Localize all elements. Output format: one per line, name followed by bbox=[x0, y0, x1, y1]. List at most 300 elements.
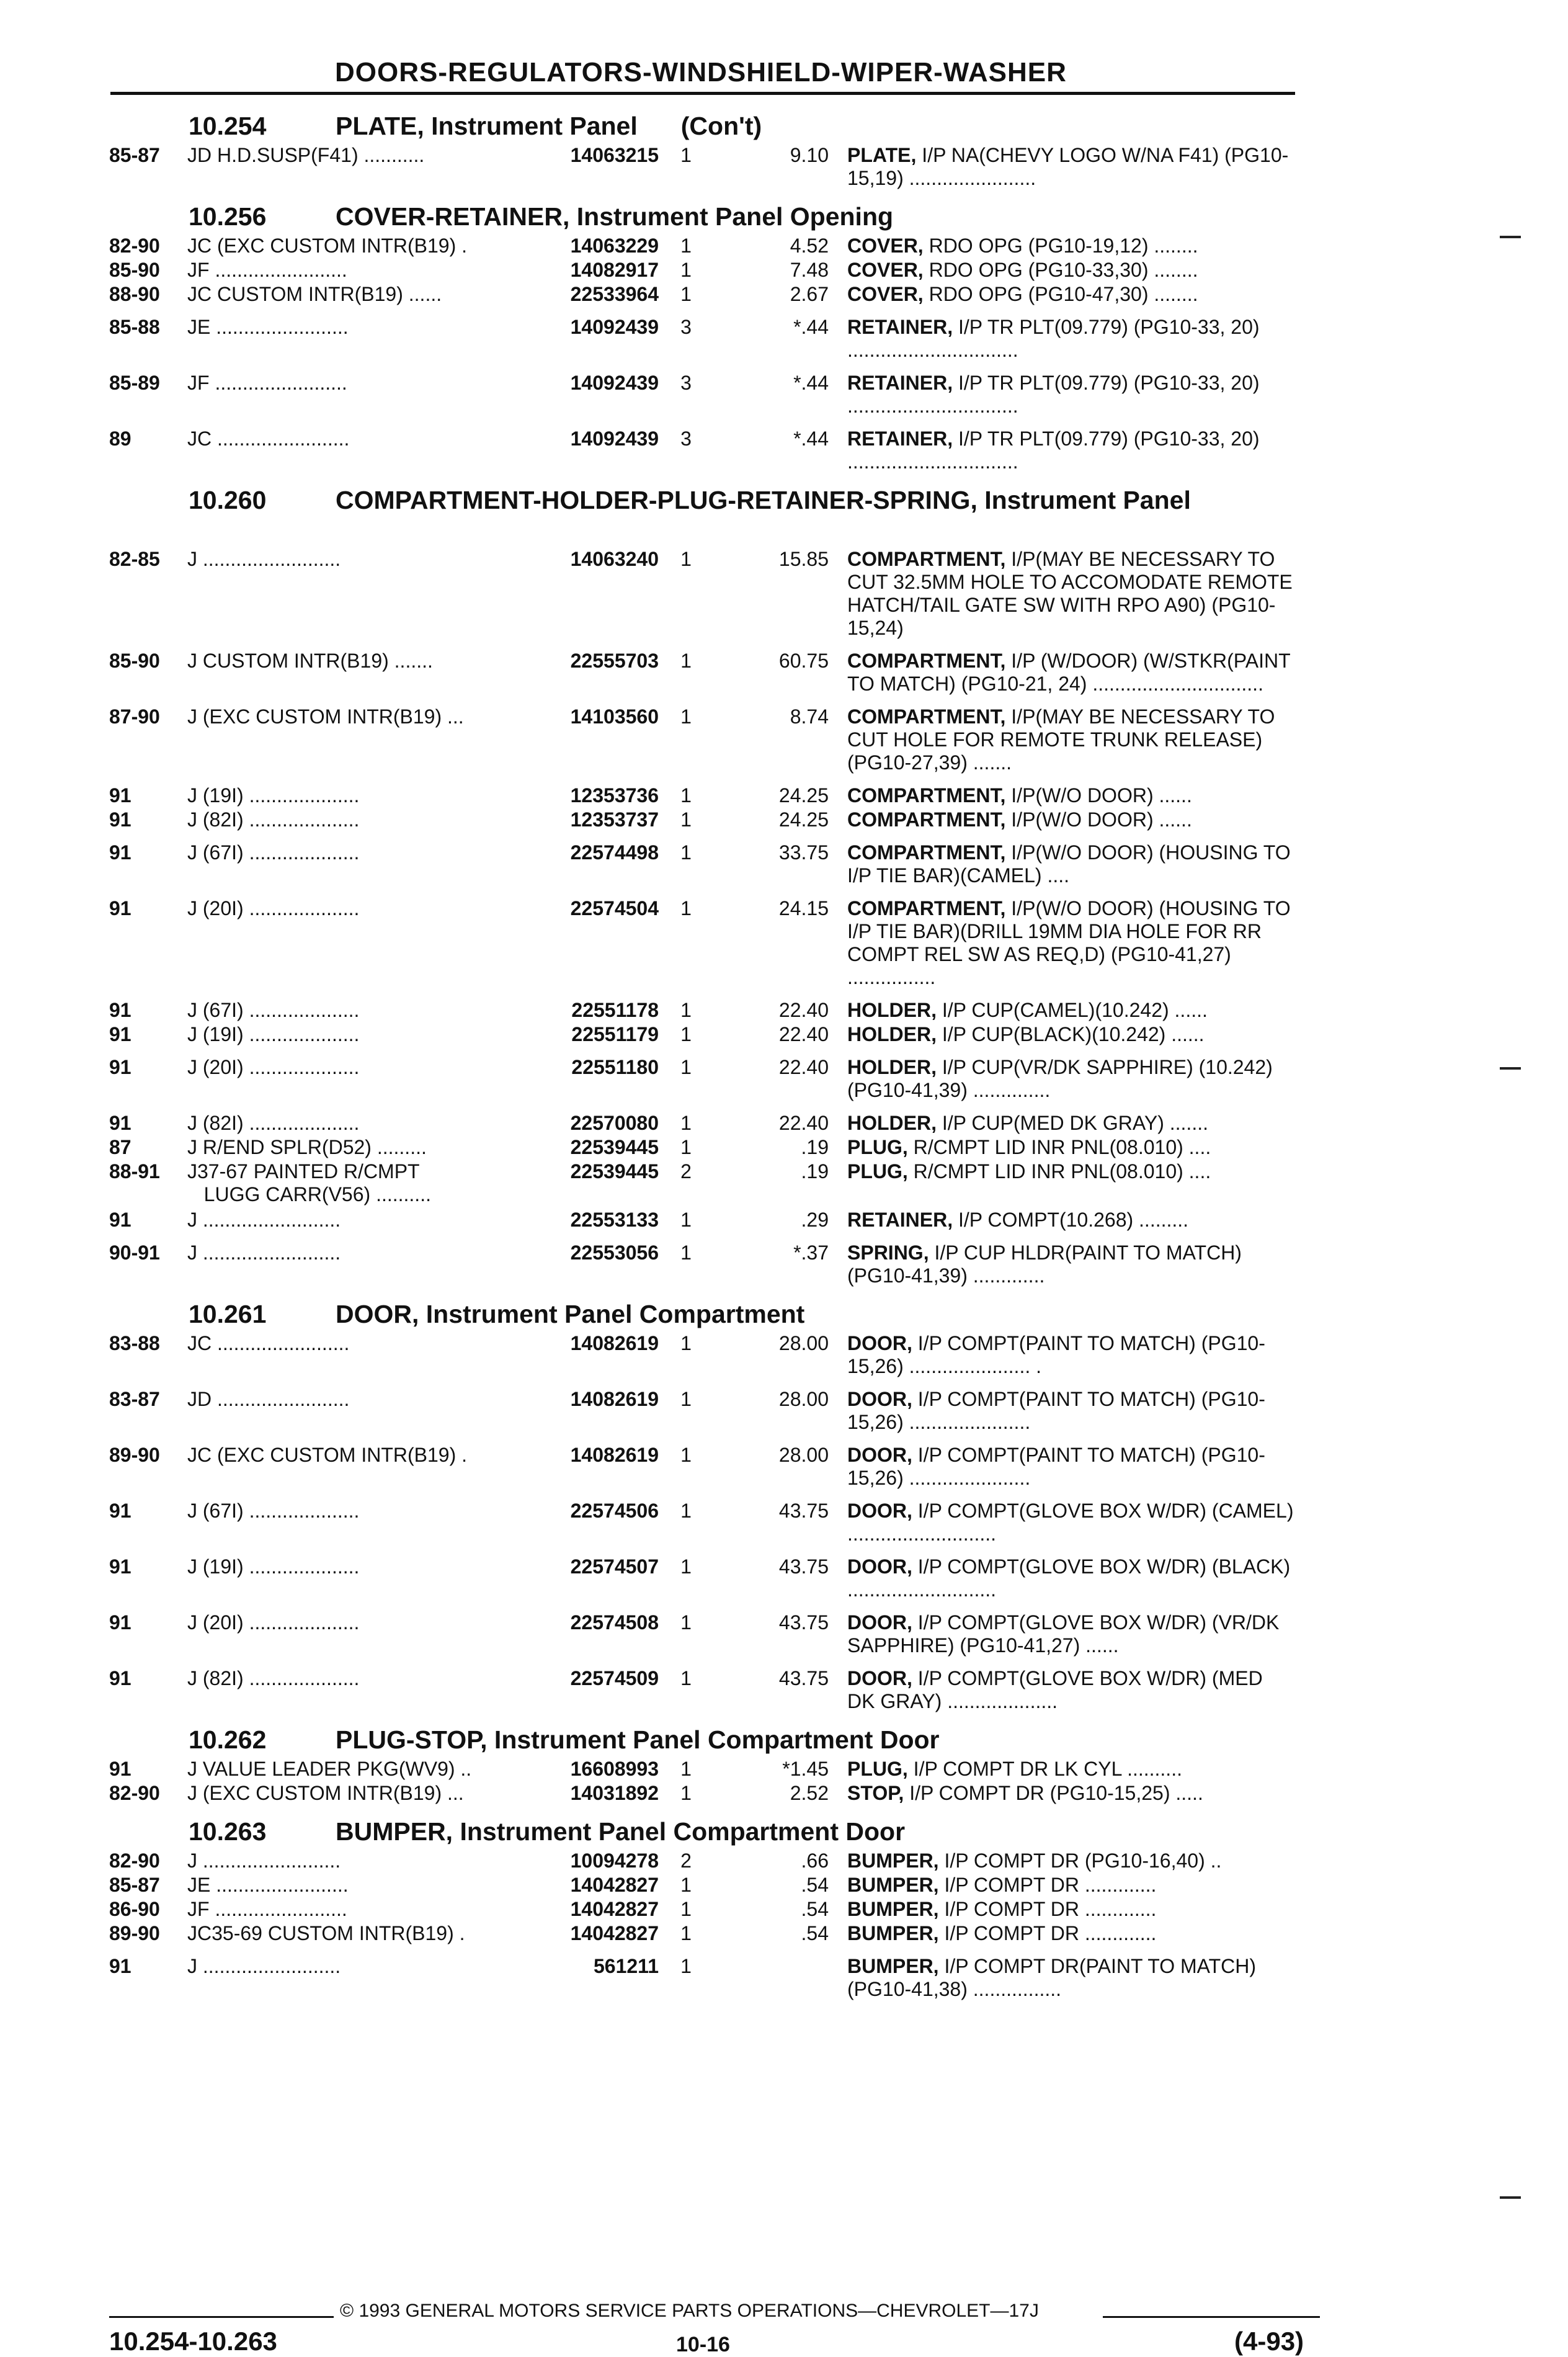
model-years: 82-90 bbox=[109, 1782, 160, 1804]
part-number: 14082619 bbox=[570, 1444, 659, 1466]
part-name bbox=[847, 1241, 1294, 1287]
model-years: 91 bbox=[109, 1056, 131, 1078]
part-name-detail: I/P COMPT(GLOVE BOX W/DR) (BLACK) ........................... bbox=[847, 1555, 1291, 1601]
part-name-keyword: COMPARTMENT, bbox=[847, 705, 1006, 728]
part-entry bbox=[109, 1056, 1306, 1102]
price: 4.52 bbox=[790, 235, 829, 257]
part-name-keyword: DOOR, bbox=[847, 1667, 912, 1689]
model-years: 91 bbox=[109, 1955, 131, 1977]
quantity: 3 bbox=[680, 427, 692, 450]
quantity: 1 bbox=[680, 1955, 692, 1977]
quantity: 1 bbox=[680, 1898, 692, 1920]
part-name-keyword: SPRING, bbox=[847, 1241, 929, 1264]
part-number: 12353736 bbox=[570, 784, 659, 807]
part-name bbox=[847, 784, 1294, 807]
part-number: 22539445 bbox=[570, 1136, 659, 1158]
part-entry bbox=[109, 999, 1306, 1022]
footer-page-number: 10-16 bbox=[676, 2333, 730, 2356]
price: 43.75 bbox=[778, 1500, 829, 1522]
part-name-keyword: BUMPER, bbox=[847, 1922, 939, 1944]
quantity: 1 bbox=[680, 1209, 692, 1231]
quantity: 1 bbox=[680, 1388, 692, 1410]
price: 43.75 bbox=[778, 1611, 829, 1634]
model-years: 83-87 bbox=[109, 1388, 160, 1410]
quantity: 1 bbox=[680, 548, 692, 570]
footer-section-range: 10.254-10.263 bbox=[109, 2327, 277, 2356]
part-name-keyword: BUMPER, bbox=[847, 1898, 939, 1920]
part-name-keyword: DOOR, bbox=[847, 1444, 912, 1466]
section-title bbox=[336, 202, 1303, 231]
part-name bbox=[847, 1112, 1294, 1135]
part-number: 14082619 bbox=[570, 1388, 659, 1410]
page-title: DOORS-REGULATORS-WINDSHIELD-WIPER-WASHER bbox=[335, 57, 1067, 87]
part-entry bbox=[109, 1898, 1306, 1921]
application-description: JE ........................ bbox=[187, 1874, 349, 1896]
part-name bbox=[847, 1136, 1294, 1159]
quantity: 1 bbox=[680, 259, 692, 281]
part-name-keyword: COMPARTMENT, bbox=[847, 841, 1006, 864]
section-number: 10.262 bbox=[189, 1725, 267, 1754]
model-years: 85-89 bbox=[109, 372, 160, 394]
parts-list bbox=[109, 109, 1306, 2011]
price: *.44 bbox=[793, 316, 829, 338]
model-years: 85-87 bbox=[109, 144, 160, 166]
part-entry bbox=[109, 316, 1306, 362]
part-name bbox=[847, 1874, 1294, 1897]
section-number: 10.254 bbox=[189, 112, 267, 140]
model-years: 91 bbox=[109, 1023, 131, 1045]
part-number: 14082619 bbox=[570, 1332, 659, 1354]
application-description: J (19I) .................... bbox=[187, 1555, 360, 1578]
part-name-detail: RDO OPG (PG10-33,30) ........ bbox=[923, 259, 1198, 281]
part-number: 14031892 bbox=[570, 1782, 659, 1804]
part-name-keyword: BUMPER, bbox=[847, 1874, 939, 1896]
part-entry bbox=[109, 1023, 1306, 1046]
section-spacer bbox=[109, 1714, 1306, 1723]
part-entry bbox=[109, 1922, 1306, 1945]
part-name bbox=[847, 1955, 1294, 2001]
application-description: JD ........................ bbox=[187, 1388, 350, 1410]
part-name-detail: I/P COMPT DR (PG10-15,25) ..... bbox=[904, 1782, 1203, 1804]
price: 43.75 bbox=[778, 1555, 829, 1578]
model-years: 91 bbox=[109, 1112, 131, 1134]
application-description: J R/END SPLR(D52) ......... bbox=[187, 1136, 427, 1158]
part-entry bbox=[109, 1444, 1306, 1490]
part-number: 22533964 bbox=[570, 283, 659, 305]
part-name-detail: I/P COMPT(GLOVE BOX W/DR) (MED DK GRAY) .................... bbox=[847, 1667, 1263, 1712]
part-name-keyword: PLUG, bbox=[847, 1136, 908, 1158]
title-rule bbox=[110, 92, 1295, 95]
quantity: 1 bbox=[680, 841, 692, 864]
section-number: 10.256 bbox=[189, 202, 267, 231]
margin-mark bbox=[1500, 236, 1521, 238]
quantity: 1 bbox=[680, 1056, 692, 1078]
part-name-keyword: BUMPER, bbox=[847, 1849, 939, 1872]
part-name-keyword: DOOR, bbox=[847, 1388, 912, 1410]
model-years: 91 bbox=[109, 841, 131, 864]
application-description: JC CUSTOM INTR(B19) ...... bbox=[187, 283, 442, 305]
section-title bbox=[336, 1725, 1303, 1754]
part-entry bbox=[109, 1555, 1306, 1601]
part-name bbox=[847, 316, 1294, 362]
part-entry bbox=[109, 1611, 1306, 1657]
application-description: J (20I) .................... bbox=[187, 1611, 360, 1634]
price: .54 bbox=[801, 1898, 829, 1920]
part-name-detail: I/P COMPT(PAINT TO MATCH) (PG10-15,26) ...................... . bbox=[847, 1332, 1265, 1377]
model-years: 91 bbox=[109, 1611, 131, 1634]
part-name-detail: I/P COMPT(GLOVE BOX W/DR) (CAMEL) ........................... bbox=[847, 1500, 1294, 1545]
quantity: 1 bbox=[680, 1112, 692, 1134]
part-name-keyword: DOOR, bbox=[847, 1500, 912, 1522]
part-name-detail: I/P TR PLT(09.779) (PG10-33, 20) ............................... bbox=[847, 316, 1260, 361]
application-description: J (20I) .................... bbox=[187, 1056, 360, 1078]
part-name-detail: I/P COMPT DR (PG10-16,40) .. bbox=[938, 1849, 1222, 1872]
application-description: JD H.D.SUSP(F41) ........... bbox=[187, 144, 425, 166]
model-years: 87-90 bbox=[109, 705, 160, 728]
section-spacer bbox=[109, 475, 1306, 483]
part-name bbox=[847, 1160, 1294, 1183]
model-years: 89-90 bbox=[109, 1444, 160, 1466]
price: *.44 bbox=[793, 427, 829, 450]
section-title-text: BUMPER, Instrument Panel Compartment Door bbox=[336, 1817, 906, 1846]
part-name bbox=[847, 650, 1294, 695]
part-name-keyword: COMPARTMENT, bbox=[847, 650, 1006, 672]
price: 22.40 bbox=[778, 1056, 829, 1078]
part-name bbox=[847, 144, 1294, 190]
quantity: 1 bbox=[680, 1874, 692, 1896]
part-name-detail: I/P(W/O DOOR) (HOUSING TO I/P TIE BAR)(CAMEL) .... bbox=[847, 841, 1291, 887]
part-name-keyword: RETAINER, bbox=[847, 316, 953, 338]
part-name bbox=[847, 841, 1294, 887]
section-title-text: COVER-RETAINER, Instrument Panel Opening bbox=[336, 202, 894, 231]
part-name-detail: I/P COMPT DR ............. bbox=[938, 1898, 1157, 1920]
part-entry bbox=[109, 1500, 1306, 1545]
part-name-detail: I/P CUP HLDR(PAINT TO MATCH) (PG10-41,39) ............. bbox=[847, 1241, 1242, 1287]
quantity: 1 bbox=[680, 1782, 692, 1804]
price: .66 bbox=[801, 1849, 829, 1872]
part-name-detail: R/CMPT LID INR PNL(08.010) .... bbox=[907, 1160, 1211, 1183]
part-name bbox=[847, 259, 1294, 282]
quantity: 2 bbox=[680, 1160, 692, 1183]
part-name bbox=[847, 1611, 1294, 1657]
part-name-detail: I/P COMPT(GLOVE BOX W/DR) (VR/DK SAPPHIRE) (PG10-41,27) ...... bbox=[847, 1611, 1280, 1657]
margin-mark bbox=[1500, 2196, 1521, 2199]
part-name-detail: I/P(MAY BE NECESSARY TO CUT 32.5MM HOLE TO ACCOMODATE REMOTE HATCH/TAIL GATE SW WITH RPO A90) (PG10-15,24) bbox=[847, 548, 1293, 639]
model-years: 89 bbox=[109, 427, 131, 450]
application-description: J (67I) .................... bbox=[187, 1500, 360, 1522]
part-name bbox=[847, 1555, 1294, 1601]
application-description: J (82I) .................... bbox=[187, 1112, 360, 1134]
quantity: 1 bbox=[680, 705, 692, 728]
quantity: 1 bbox=[680, 1241, 692, 1264]
part-name bbox=[847, 1898, 1294, 1921]
part-name-detail: I/P TR PLT(09.779) (PG10-33, 20) ............................... bbox=[847, 427, 1260, 473]
application-description: J ......................... bbox=[187, 1849, 341, 1872]
model-years: 90-91 bbox=[109, 1241, 160, 1264]
quantity: 2 bbox=[680, 1849, 692, 1872]
application-description: J (EXC CUSTOM INTR(B19) ... bbox=[187, 1782, 464, 1804]
model-years: 91 bbox=[109, 1209, 131, 1231]
part-name-detail: I/P COMPT DR(PAINT TO MATCH) (PG10-41,38) ................ bbox=[847, 1955, 1257, 2000]
quantity: 1 bbox=[680, 1667, 692, 1689]
price: .29 bbox=[801, 1209, 829, 1231]
price: 43.75 bbox=[778, 1667, 829, 1689]
quantity: 1 bbox=[680, 784, 692, 807]
part-number: 14042827 bbox=[570, 1898, 659, 1920]
section-header bbox=[109, 1297, 1306, 1332]
quantity: 1 bbox=[680, 283, 692, 305]
footer-rule-right bbox=[1103, 2316, 1320, 2318]
price: 60.75 bbox=[778, 650, 829, 672]
part-number: 22551179 bbox=[571, 1023, 659, 1045]
part-name bbox=[847, 897, 1294, 989]
quantity: 1 bbox=[680, 808, 692, 831]
part-name bbox=[847, 1922, 1294, 1945]
part-name-detail: I/P COMPT(PAINT TO MATCH) (PG10-15,26) ...................... bbox=[847, 1444, 1265, 1489]
part-number: 22574507 bbox=[570, 1555, 659, 1578]
part-number: 12353737 bbox=[570, 808, 659, 831]
part-name-keyword: STOP, bbox=[847, 1782, 904, 1804]
part-name-detail: I/P COMPT(10.268) ......... bbox=[953, 1209, 1189, 1231]
part-number: 22553133 bbox=[570, 1209, 659, 1231]
part-entry bbox=[109, 1136, 1306, 1159]
price: 24.15 bbox=[778, 897, 829, 919]
part-name-keyword: PLUG, bbox=[847, 1758, 908, 1780]
quantity: 1 bbox=[680, 1922, 692, 1944]
part-name-detail: I/P CUP(CAMEL)(10.242) ...... bbox=[937, 999, 1208, 1021]
model-years: 82-90 bbox=[109, 235, 160, 257]
quantity: 1 bbox=[680, 144, 692, 166]
price: 15.85 bbox=[778, 548, 829, 570]
part-name-detail: I/P NA(CHEVY LOGO W/NA F41) (PG10-15,19) ....................... bbox=[847, 144, 1289, 189]
section-title-text: COMPARTMENT-HOLDER-PLUG-RETAINER-SPRING, Instrument Panel bbox=[336, 486, 1191, 514]
part-name bbox=[847, 1056, 1294, 1102]
application-description: J ......................... bbox=[187, 548, 341, 570]
part-entry bbox=[109, 897, 1306, 989]
part-name bbox=[847, 1209, 1294, 1232]
part-number: 22574508 bbox=[570, 1611, 659, 1634]
application-description: JF ........................ bbox=[187, 1898, 347, 1920]
price: 22.40 bbox=[778, 1023, 829, 1045]
part-name bbox=[847, 548, 1294, 640]
part-name-detail: I/P(W/O DOOR) ...... bbox=[1005, 808, 1192, 831]
model-years: 86-90 bbox=[109, 1898, 160, 1920]
part-number: 22539445 bbox=[570, 1160, 659, 1183]
part-entry bbox=[109, 784, 1306, 807]
section-title bbox=[336, 1300, 1303, 1328]
part-name bbox=[847, 283, 1294, 306]
part-name bbox=[847, 427, 1294, 473]
part-entry bbox=[109, 808, 1306, 831]
price: .54 bbox=[801, 1874, 829, 1896]
application-description: J (82I) .................... bbox=[187, 808, 360, 831]
part-name-detail: I/P CUP(MED DK GRAY) ....... bbox=[937, 1112, 1208, 1134]
section-header bbox=[109, 1815, 1306, 1849]
part-number: 16608993 bbox=[570, 1758, 659, 1780]
part-entry bbox=[109, 650, 1306, 695]
part-name bbox=[847, 1758, 1294, 1781]
section-title-text: PLATE, Instrument Panel bbox=[336, 112, 638, 140]
part-name bbox=[847, 705, 1294, 774]
quantity: 1 bbox=[680, 235, 692, 257]
model-years: 91 bbox=[109, 1758, 131, 1780]
part-entry bbox=[109, 372, 1306, 418]
model-years: 85-90 bbox=[109, 650, 160, 672]
quantity: 1 bbox=[680, 1555, 692, 1578]
part-number: 22553056 bbox=[570, 1241, 659, 1264]
application-description: JF ........................ bbox=[187, 259, 347, 281]
part-number: 14092439 bbox=[570, 427, 659, 450]
section-title-text: DOOR, Instrument Panel Compartment bbox=[336, 1300, 805, 1328]
quantity: 3 bbox=[680, 372, 692, 394]
part-name-keyword: HOLDER, bbox=[847, 1023, 937, 1045]
price: 22.40 bbox=[778, 999, 829, 1021]
application-description: J (EXC CUSTOM INTR(B19) ... bbox=[187, 705, 464, 728]
application-description: J ......................... bbox=[187, 1209, 341, 1231]
part-number: 14063240 bbox=[570, 548, 659, 570]
part-number: 14082917 bbox=[570, 259, 659, 281]
model-years: 83-88 bbox=[109, 1332, 160, 1354]
part-name bbox=[847, 1332, 1294, 1378]
part-name bbox=[847, 1023, 1294, 1046]
part-number: 14063229 bbox=[570, 235, 659, 257]
part-name-keyword: COVER, bbox=[847, 259, 924, 281]
application-description: JC ........................ bbox=[187, 427, 350, 450]
quantity: 1 bbox=[680, 897, 692, 919]
part-name-detail: I/P TR PLT(09.779) (PG10-33, 20) ............................... bbox=[847, 372, 1260, 417]
part-entry bbox=[109, 1955, 1306, 2001]
part-name-detail: I/P COMPT(PAINT TO MATCH) (PG10-15,26) ...................... bbox=[847, 1388, 1265, 1433]
part-entry bbox=[109, 1112, 1306, 1135]
price: 8.74 bbox=[790, 705, 829, 728]
price: 28.00 bbox=[778, 1444, 829, 1466]
part-name-keyword: DOOR, bbox=[847, 1611, 912, 1634]
footer-rule-left bbox=[109, 2316, 334, 2318]
price: 24.25 bbox=[778, 784, 829, 807]
part-name-keyword: RETAINER, bbox=[847, 372, 953, 394]
part-entry bbox=[109, 259, 1306, 282]
application-description: JC ........................ bbox=[187, 1332, 350, 1354]
part-entry bbox=[109, 1874, 1306, 1897]
model-years: 89-90 bbox=[109, 1922, 160, 1944]
quantity: 1 bbox=[680, 1611, 692, 1634]
part-name-keyword: COMPARTMENT, bbox=[847, 784, 1006, 807]
model-years: 91 bbox=[109, 808, 131, 831]
quantity: 3 bbox=[680, 316, 692, 338]
model-years: 85-87 bbox=[109, 1874, 160, 1896]
price: .19 bbox=[801, 1136, 829, 1158]
price: 28.00 bbox=[778, 1388, 829, 1410]
quantity: 1 bbox=[680, 1758, 692, 1780]
part-name-detail: I/P COMPT DR LK CYL .......... bbox=[907, 1758, 1182, 1780]
price: 28.00 bbox=[778, 1332, 829, 1354]
part-name-keyword: BUMPER, bbox=[847, 1955, 939, 1977]
quantity: 1 bbox=[680, 1023, 692, 1045]
model-years: 87 bbox=[109, 1136, 131, 1158]
part-entry bbox=[109, 1332, 1306, 1378]
part-entry bbox=[109, 1160, 1306, 1207]
application-description: J ......................... bbox=[187, 1955, 341, 1977]
price: *1.45 bbox=[782, 1758, 829, 1780]
application-description: J37-67 PAINTED R/CMPT LUGG CARR(V56) .......... bbox=[187, 1160, 431, 1205]
part-entry bbox=[109, 1758, 1306, 1781]
part-name-detail: I/P (W/DOOR) (W/STKR(PAINT TO MATCH) (PG10-21, 24) ............................... bbox=[847, 650, 1291, 695]
part-name-keyword: PLATE, bbox=[847, 144, 917, 166]
part-entry bbox=[109, 235, 1306, 257]
application-description: J ......................... bbox=[187, 1241, 341, 1264]
part-entry bbox=[109, 283, 1306, 306]
model-years: 82-85 bbox=[109, 548, 160, 570]
model-years: 88-90 bbox=[109, 283, 160, 305]
part-name bbox=[847, 1667, 1294, 1713]
application-description: J (67I) .................... bbox=[187, 999, 360, 1021]
part-number: 22551178 bbox=[571, 999, 659, 1021]
section-title-text: PLUG-STOP, Instrument Panel Compartment Door bbox=[336, 1725, 940, 1754]
section-header bbox=[109, 1723, 1306, 1758]
part-number: 22570080 bbox=[570, 1112, 659, 1134]
application-description: JE ........................ bbox=[187, 316, 349, 338]
section-spacer bbox=[109, 1806, 1306, 1815]
part-number: 22574509 bbox=[570, 1667, 659, 1689]
price: 2.67 bbox=[790, 283, 829, 305]
price: 2.52 bbox=[790, 1782, 829, 1804]
part-name-keyword: RETAINER, bbox=[847, 427, 953, 450]
part-number: 22551180 bbox=[571, 1056, 659, 1078]
part-name-keyword: COMPARTMENT, bbox=[847, 808, 1006, 831]
footer-date: (4-93) bbox=[1234, 2327, 1304, 2356]
part-name-detail: I/P CUP(BLACK)(10.242) ...... bbox=[937, 1023, 1205, 1045]
application-description: J VALUE LEADER PKG(WV9) .. bbox=[187, 1758, 472, 1780]
part-number: 22574504 bbox=[570, 897, 659, 919]
part-entry bbox=[109, 1388, 1306, 1434]
price: *.44 bbox=[793, 372, 829, 394]
part-name bbox=[847, 808, 1294, 831]
part-name-detail: I/P(W/O DOOR) ...... bbox=[1005, 784, 1192, 807]
model-years: 91 bbox=[109, 1500, 131, 1522]
model-years: 91 bbox=[109, 999, 131, 1021]
part-number: 14063215 bbox=[570, 144, 659, 166]
part-name-detail: I/P COMPT DR ............. bbox=[938, 1922, 1157, 1944]
price: 9.10 bbox=[790, 144, 829, 166]
application-description: J (82I) .................... bbox=[187, 1667, 360, 1689]
model-years: 85-90 bbox=[109, 259, 160, 281]
quantity: 1 bbox=[680, 650, 692, 672]
application-description: JC (EXC CUSTOM INTR(B19) . bbox=[187, 235, 467, 257]
price: 7.48 bbox=[790, 259, 829, 281]
part-name-detail: I/P CUP(VR/DK SAPPHIRE) (10.242) (PG10-41,39) .............. bbox=[847, 1056, 1273, 1101]
section-title bbox=[336, 112, 1303, 140]
part-name-detail: RDO OPG (PG10-19,12) ........ bbox=[923, 235, 1198, 257]
section-header bbox=[109, 109, 1306, 144]
section-number: 10.260 bbox=[189, 486, 267, 514]
part-name-detail: I/P(MAY BE NECESSARY TO CUT HOLE FOR REMOTE TRUNK RELEASE) (PG10-27,39) ....... bbox=[847, 705, 1275, 774]
application-description: J (67I) .................... bbox=[187, 841, 360, 864]
model-years: 85-88 bbox=[109, 316, 160, 338]
section-number: 10.263 bbox=[189, 1817, 267, 1846]
part-number: 22574506 bbox=[570, 1500, 659, 1522]
part-entry bbox=[109, 144, 1306, 190]
footer-copyright: © 1993 GENERAL MOTORS SERVICE PARTS OPERATIONS—CHEVROLET—17J bbox=[340, 2301, 1039, 2321]
price: .19 bbox=[801, 1160, 829, 1183]
part-name-keyword: COVER, bbox=[847, 235, 924, 257]
part-number: 561211 bbox=[593, 1955, 659, 1977]
part-number: 22574498 bbox=[570, 841, 659, 864]
quantity: 1 bbox=[680, 1332, 692, 1354]
model-years: 91 bbox=[109, 1667, 131, 1689]
part-entry bbox=[109, 705, 1306, 774]
part-name-keyword: HOLDER, bbox=[847, 1112, 937, 1134]
part-name-detail: I/P COMPT DR ............. bbox=[938, 1874, 1157, 1896]
